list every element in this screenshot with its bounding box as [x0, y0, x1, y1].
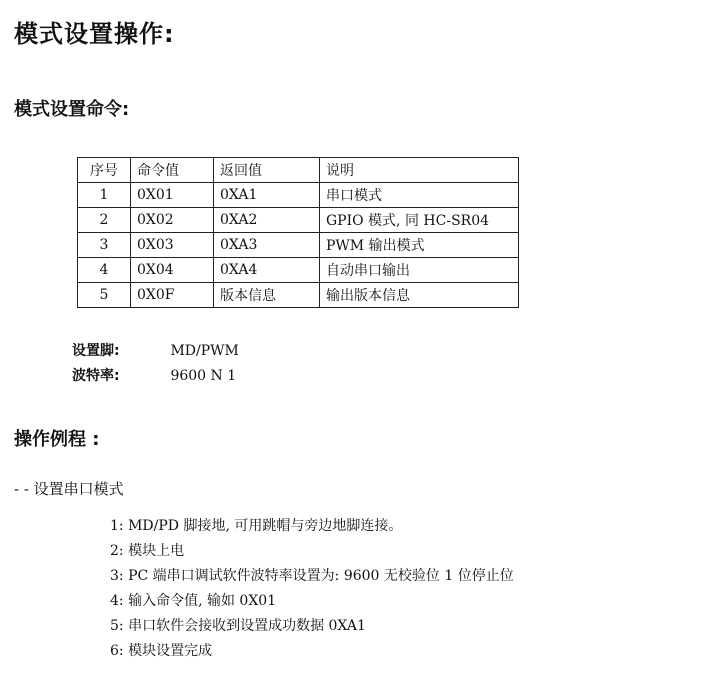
table-cell: GPIO 模式, 同 HC-SR04	[320, 208, 519, 233]
table-cell: PWM 输出模式	[320, 233, 519, 258]
list-item: 1: MD/PD 脚接地, 可用跳帽与旁边地脚连接。	[110, 518, 403, 534]
table-cell: 1	[78, 183, 131, 208]
table-cell: 0X03	[131, 233, 214, 258]
list-item: 6: 模块设置完成	[110, 643, 213, 659]
table-cell: 0XA3	[214, 233, 320, 258]
list-item: 4: 输入命令值, 输如 0X01	[110, 593, 277, 609]
example-step-title: - - 设置串口模式	[14, 480, 124, 498]
table-cell: 0X01	[131, 183, 214, 208]
parameter-list	[72, 340, 239, 390]
table-row	[78, 283, 519, 308]
column-header: 命令值	[131, 158, 214, 183]
table-cell: 4	[78, 258, 131, 283]
table-cell: 0X02	[131, 208, 214, 233]
param-value: MD/PWM	[170, 343, 239, 359]
column-header: 说明	[320, 158, 519, 183]
param-label: 设置脚:	[72, 343, 120, 359]
table-row	[78, 233, 519, 258]
column-header: 返回值	[214, 158, 320, 183]
table-cell: 0XA4	[214, 258, 320, 283]
list-item: 2: 模块上电	[110, 543, 185, 559]
column-header: 序号	[78, 158, 131, 183]
list-item: 5: 串口软件会接收到设置成功数据 0XA1	[110, 618, 366, 634]
table-row	[78, 258, 519, 283]
table-cell: 自动串口输出	[320, 258, 519, 283]
table-cell: 0X0F	[131, 283, 214, 308]
param-set-pin	[72, 340, 239, 365]
table-cell: 输出版本信息	[320, 283, 519, 308]
table-cell: 版本信息	[214, 283, 320, 308]
list-item: 3: PC 端串口调试软件波特率设置为: 9600 无校验位 1 位停止位	[110, 568, 514, 584]
table-cell: 2	[78, 208, 131, 233]
table-row	[78, 208, 519, 233]
table-header-row	[78, 158, 519, 183]
table-cell: 5	[78, 283, 131, 308]
table-cell: 串口模式	[320, 183, 519, 208]
param-value: 9600 N 1	[170, 368, 237, 384]
command-table	[77, 157, 519, 308]
table-cell: 0XA1	[214, 183, 320, 208]
param-baud-rate	[72, 365, 239, 390]
section-heading-example: 操作例程 :	[14, 429, 100, 450]
table-row	[78, 183, 519, 208]
section-heading-mode-commands: 模式设置命令:	[14, 99, 130, 120]
table-cell: 3	[78, 233, 131, 258]
table-cell: 0XA2	[214, 208, 320, 233]
param-label: 波特率:	[72, 368, 120, 384]
steps-list	[110, 515, 514, 665]
table-cell: 0X04	[131, 258, 214, 283]
page-title: 模式设置操作:	[14, 20, 175, 48]
